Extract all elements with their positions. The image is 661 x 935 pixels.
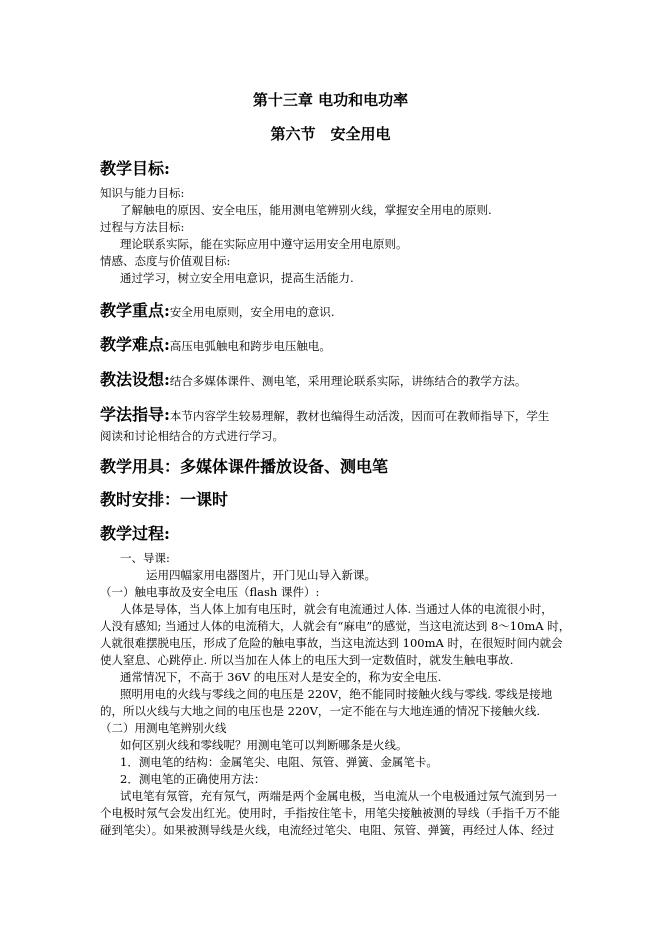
process-line: 2．测电笔的正确使用方法： — [120, 772, 266, 786]
process-line: 试电笔有氖管，充有氖气，两端是两个金属电极，当电流从一个电极通过氖气流到另一 — [120, 789, 557, 803]
process-line: 如何区别火线和零线呢？用测电笔可以判断哪条是火线。 — [120, 738, 408, 752]
time-schedule: 教时安排：一课时 — [100, 490, 229, 509]
process-line: （二）用测电笔辨别火线 — [100, 721, 227, 735]
process-line: 人体是导体，当人体上加有电压时，就会有电流通过人体. 当通过人体的电流很小时， — [120, 602, 553, 616]
learning-guide — [100, 402, 549, 425]
key-point-heading: 教学重点: — [100, 301, 170, 320]
key-point — [100, 298, 335, 321]
process-line: 的，所以火线与大地之间的电压也是 220V，一定不能在与大地连通的情况下接触火线. — [100, 704, 541, 718]
process-line: 人就很难摆脱电压，形成了危险的触电事故，当这电流达到 100mA 时，在很短时间内就会 — [100, 636, 563, 650]
process-line: 通常情况下，不高于 36V 的电压对人是安全的，称为安全电压. — [120, 670, 442, 684]
process-line: 1．测电笔的结构：金属笔尖、电阻、氖管、弹簧、金属笔卡。 — [120, 755, 438, 769]
process-line: 照明用电的火线与零线之间的电压是 220V，绝不能同时接触火线与零线. 零线是接地 — [120, 687, 553, 701]
process-heading: 教学过程: — [100, 524, 170, 543]
difficulty — [100, 332, 331, 355]
objectives-heading: 教学目标: — [100, 159, 170, 178]
objective-line: 了解触电的原因、安全电压，能用测电笔辨别火线，掌握安全用电的原则. — [120, 203, 492, 217]
teaching-method — [100, 367, 526, 390]
objective-line: 理论联系实际，能在实际应用中遵守运用安全用电原则。 — [120, 237, 408, 251]
objective-line: 知识与能力目标: — [100, 186, 185, 200]
method-text: 结合多媒体课件、测电笔，采用理论联系实际，讲练结合的教学方法。 — [169, 374, 527, 388]
objective-line: 通过学习，树立安全用电意识，提高生活能力. — [120, 271, 354, 285]
process-line: 人没有感知; 当通过人体的电流稍大，人就会有“麻电”的感觉，当这电流达到 8～10mA 时， — [100, 619, 571, 633]
process-line: 使人窒息、心跳停止. 所以当加在人体上的电压大到一定数值时，就发生触电事故. — [100, 653, 514, 667]
objective-line: 过程与方法目标: — [100, 220, 185, 234]
process-line: （一）触电事故及安全电压（flash 课件）: — [100, 585, 320, 599]
section-title: 第六节 安全用电 — [270, 125, 391, 143]
process-line: 一、导课: — [120, 551, 170, 565]
chapter-title: 第十三章 电功和电功率 — [252, 91, 409, 109]
guide-heading: 学法指导: — [100, 405, 170, 424]
key-point-text: 安全用电原则，安全用电的意识. — [169, 305, 335, 319]
teaching-tools: 教学用具：多媒体课件播放设备、测电笔 — [100, 457, 389, 476]
difficulty-text: 高压电弧触电和跨步电压触电。 — [169, 339, 331, 353]
guide-text-cont: 阅读和讨论相结合的方式进行学习。 — [100, 429, 284, 443]
process-line: 个电极时氖气会发出红光。使用时，手指按住笔卡，用笔尖接触被测的导线（手指千万不能 — [100, 806, 560, 820]
difficulty-heading: 教学难点: — [100, 335, 170, 354]
process-line: 碰到笔尖）。如果被测导线是火线，电流经过笔尖、电阻、氖管、弹簧，再经过人体、经过 — [100, 823, 555, 837]
method-heading: 教法设想: — [100, 370, 170, 389]
guide-text: 本节内容学生较易理解，教材也编得生动活泼，因而可在教师指导下，学生 — [169, 409, 550, 423]
objective-line: 情感、态度与价值观目标: — [100, 254, 231, 268]
process-line: 运用四幅家用电器图片，开门见山导入新课。 — [146, 568, 376, 582]
